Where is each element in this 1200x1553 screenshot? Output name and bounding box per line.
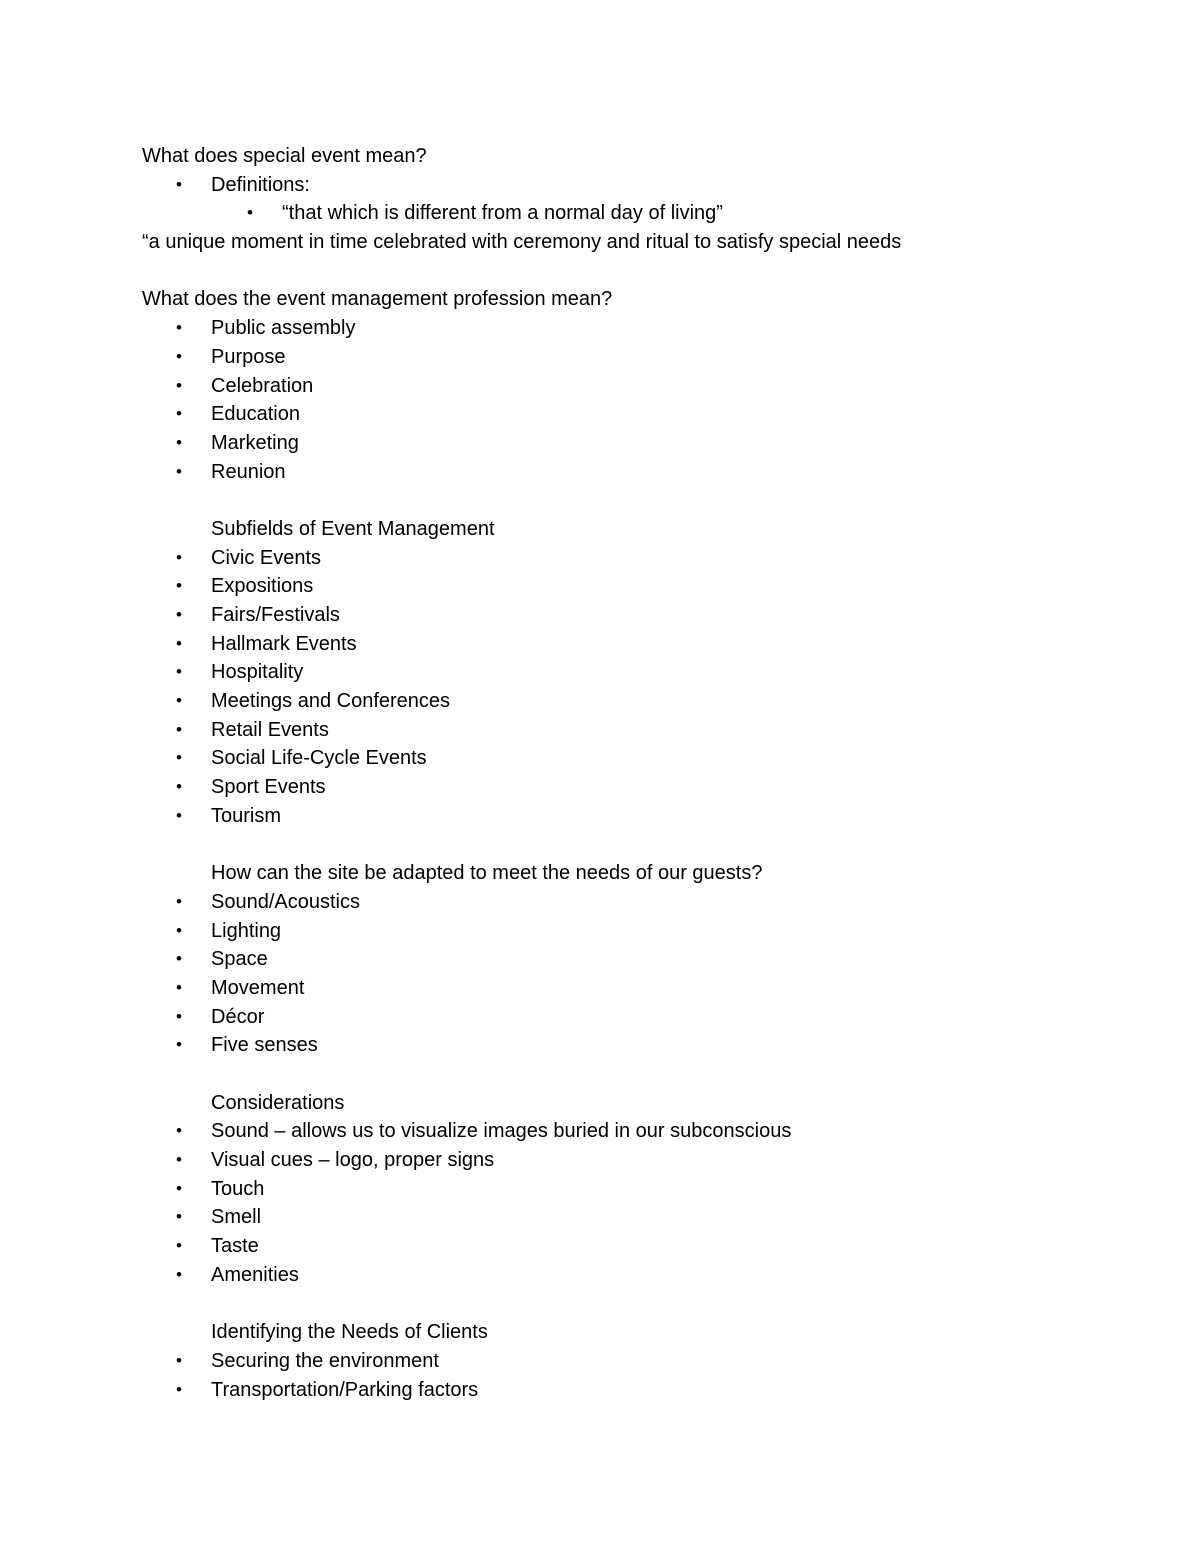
heading-text: How can the site be adapted to meet the needs of our guests? xyxy=(211,862,763,885)
list-item xyxy=(142,1376,1102,1405)
list-item-text: Securing the environment xyxy=(211,1349,439,1372)
bullet-icon: • xyxy=(247,203,253,223)
list-item xyxy=(142,1203,1102,1232)
bullet-icon: • xyxy=(176,748,182,768)
list-item xyxy=(142,687,1102,716)
bullet-icon: • xyxy=(176,1035,182,1055)
list-item xyxy=(142,917,1102,946)
bullet-icon: • xyxy=(176,719,182,739)
list-item xyxy=(142,1175,1102,1204)
list-item xyxy=(142,888,1102,917)
bullet-icon: • xyxy=(176,633,182,653)
bullet-icon: • xyxy=(176,805,182,825)
list-item-text: Hallmark Events xyxy=(211,632,357,655)
list-item-text: “that which is different from a normal day of living” xyxy=(282,202,723,225)
list-item-text: Public assembly xyxy=(211,317,356,340)
list-item xyxy=(142,1031,1102,1060)
list-item xyxy=(142,773,1102,802)
list-item-text: Fairs/Festivals xyxy=(211,604,340,626)
list-item-text: Taste xyxy=(211,1235,259,1258)
list-item xyxy=(142,744,1102,773)
section-heading xyxy=(142,1089,1102,1118)
list-item-text: Social Life-Cycle Events xyxy=(211,747,427,770)
spacer xyxy=(142,257,1102,286)
bullet-icon: • xyxy=(176,662,182,682)
list-item xyxy=(142,1347,1102,1376)
bullet-icon: • xyxy=(176,977,182,997)
section-heading xyxy=(142,1318,1102,1347)
bullet-icon: • xyxy=(176,461,182,481)
spacer xyxy=(142,1290,1102,1319)
bullet-icon: • xyxy=(176,404,182,424)
bullet-icon: • xyxy=(176,174,182,194)
section-heading xyxy=(142,859,1102,888)
list-item-text: Sound – allows us to visualize images buried in our subconscious xyxy=(211,1120,792,1143)
list-item-text: Celebration xyxy=(211,374,314,397)
bullet-icon: • xyxy=(176,432,182,452)
list-item xyxy=(142,400,1102,429)
heading-text: What does the event management profession mean? xyxy=(142,288,613,311)
bullet-icon: • xyxy=(176,691,182,711)
list-item xyxy=(142,1261,1102,1290)
bullet-icon: • xyxy=(176,375,182,395)
list-item-text: Smell xyxy=(211,1206,262,1229)
bullet-icon: • xyxy=(176,346,182,366)
bullet-icon: • xyxy=(176,605,182,624)
list-item xyxy=(142,945,1102,974)
list-item-text: Purpose xyxy=(211,345,286,368)
bullet-icon: • xyxy=(176,318,182,338)
list-item-text: Five senses xyxy=(211,1034,318,1057)
bullet-icon: • xyxy=(176,1150,182,1170)
list-item xyxy=(142,658,1102,687)
spacer xyxy=(142,1060,1102,1089)
list-item xyxy=(142,802,1102,831)
list-item xyxy=(142,171,1102,200)
list-item-text: Civic Events xyxy=(211,546,322,569)
heading-text: What does special event mean? xyxy=(142,145,427,167)
section-heading xyxy=(142,515,1102,544)
bullet-icon: • xyxy=(176,576,182,596)
bullet-icon: • xyxy=(176,777,182,797)
list-item-text: Décor xyxy=(211,1005,265,1028)
bullet-icon: • xyxy=(176,1236,182,1256)
bullet-icon: • xyxy=(176,920,182,940)
list-item-text: Sound/Acoustics xyxy=(211,890,360,913)
bullet-icon: • xyxy=(176,1379,182,1399)
list-item-text: Meetings and Conferences xyxy=(211,690,451,713)
list-item-text: Touch xyxy=(211,1177,265,1200)
paragraph xyxy=(142,228,1102,257)
section-heading xyxy=(142,285,1102,314)
list-item xyxy=(142,572,1102,601)
heading-text: Considerations xyxy=(211,1091,345,1114)
list-item-nested xyxy=(142,199,1102,228)
document-body xyxy=(142,142,1102,1404)
heading-text: Subfields of Event Management xyxy=(211,517,495,540)
list-item-text: Expositions xyxy=(211,575,314,598)
list-item xyxy=(142,372,1102,401)
paragraph-text: “a unique moment in time celebrated with ceremony and ritual to satisfy special needs xyxy=(142,231,902,254)
list-item-text: Hospitality xyxy=(211,661,304,684)
bullet-icon: • xyxy=(176,1121,182,1141)
spacer xyxy=(142,831,1102,860)
list-item xyxy=(142,458,1102,487)
list-item-text: Reunion xyxy=(211,460,286,483)
bullet-icon: • xyxy=(176,1264,182,1284)
list-item xyxy=(142,343,1102,372)
bullet-icon: • xyxy=(176,1350,182,1370)
list-item xyxy=(142,630,1102,659)
list-item xyxy=(142,974,1102,1003)
bullet-icon: • xyxy=(176,547,182,567)
list-item xyxy=(142,544,1102,573)
list-item-text: Sport Events xyxy=(211,776,326,799)
list-item xyxy=(142,601,1102,630)
list-item xyxy=(142,716,1102,745)
list-item xyxy=(142,1117,1102,1146)
list-item-text: Tourism xyxy=(211,804,282,827)
list-item-text: Space xyxy=(211,948,268,971)
bullet-icon: • xyxy=(176,949,182,969)
bullet-icon: • xyxy=(176,1006,182,1026)
list-item-text: Amenities xyxy=(211,1263,299,1286)
list-item-text: Marketing xyxy=(211,431,299,454)
spacer xyxy=(142,486,1102,515)
list-item xyxy=(142,1232,1102,1261)
list-item xyxy=(142,314,1102,343)
list-item xyxy=(142,429,1102,458)
list-item-text: Education xyxy=(211,403,300,426)
list-item xyxy=(142,1146,1102,1175)
list-item-text: Visual cues – logo, proper signs xyxy=(211,1149,495,1172)
list-item-text: Transportation/Parking factors xyxy=(211,1378,479,1401)
bullet-icon: • xyxy=(176,1207,182,1227)
list-item-text: Retail Events xyxy=(211,718,329,741)
list-item xyxy=(142,1003,1102,1032)
bullet-icon: • xyxy=(176,891,182,911)
bullet-icon: • xyxy=(176,1178,182,1198)
list-item-text: Movement xyxy=(211,976,305,999)
heading-text: Identifying the Needs of Clients xyxy=(211,1321,488,1344)
list-item-text: Lighting xyxy=(211,919,282,942)
section-heading xyxy=(142,142,1102,171)
list-item-text: Definitions: xyxy=(211,173,310,196)
